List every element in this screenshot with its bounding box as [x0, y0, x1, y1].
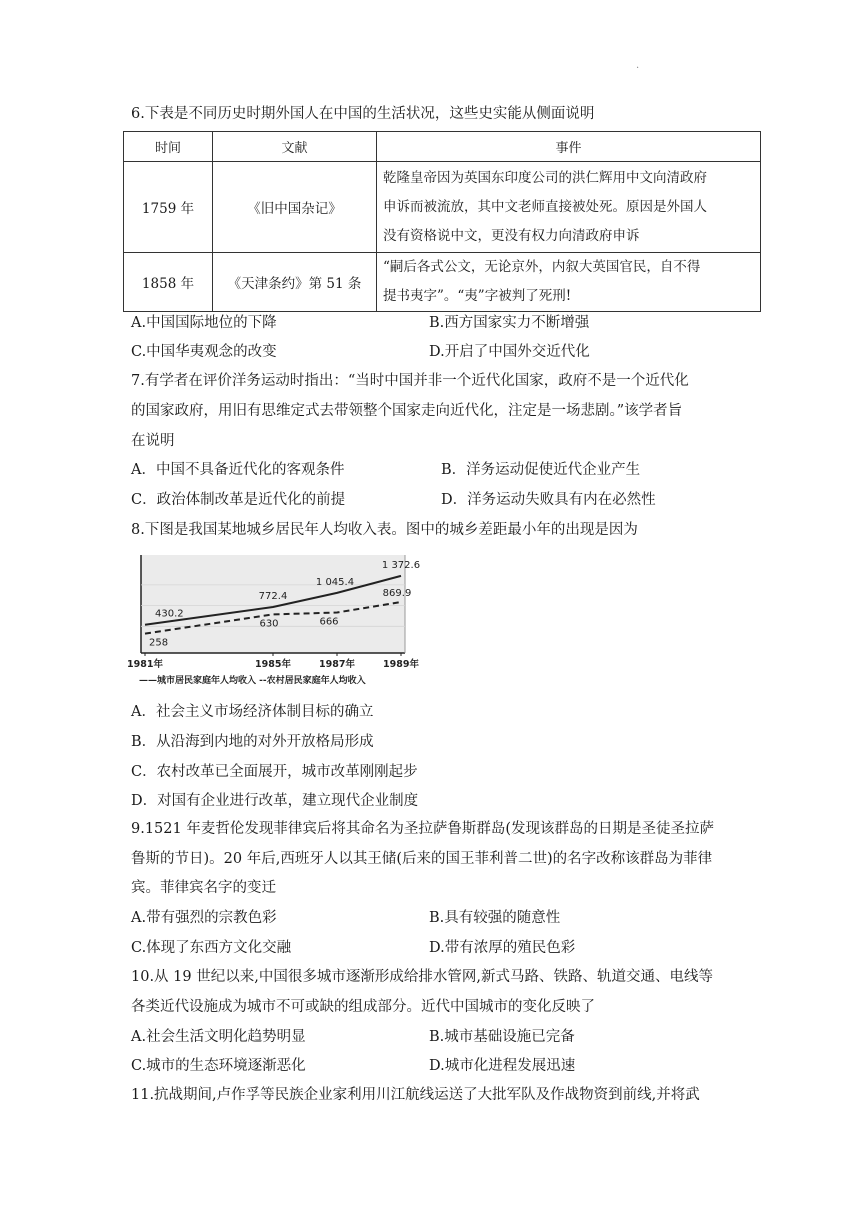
row-event	[377, 162, 761, 253]
income-chart-svg	[127, 549, 423, 691]
q10-option-c[interactable]: C.城市的生态环境逐渐恶化	[131, 1058, 306, 1074]
data-label: 630	[259, 618, 279, 630]
q6-option-b[interactable]: B.西方国家实力不断增强	[429, 315, 590, 331]
q7-option-b[interactable]: B．洋务运动促使近代企业产生	[441, 462, 641, 478]
table-row	[124, 253, 761, 312]
data-label: 869.9	[382, 587, 412, 599]
q6-option-a[interactable]: A.中国国际地位的下降	[131, 315, 277, 331]
data-label: 1 045.4	[315, 576, 355, 588]
data-label: 258	[149, 637, 169, 649]
q9-option-c[interactable]: C.体现了东西方文化交融	[131, 940, 292, 956]
q10-option-b[interactable]: B.城市基础设施已完备	[429, 1029, 575, 1045]
row-event	[377, 253, 761, 312]
q6-option-d[interactable]: D.开启了中国外交近代化	[429, 344, 590, 360]
q7-stem-line: 在说明	[131, 433, 175, 449]
event-line: 乾隆皇帝因为英国东印度公司的洪仁辉用中文向清政府	[383, 169, 707, 186]
plot-area	[141, 555, 405, 653]
q7-stem-line: 7.有学者在评价洋务运动时指出：“当时中国并非一个近代化国家，政府不是一个近代化	[131, 373, 689, 389]
q7-stem-line: 的国家政府，用旧有思维定式去带领整个国家走向近代化，注定是一场悲剧。”该学者旨	[131, 403, 683, 419]
q9-stem-line: 9.1521 年麦哲伦发现菲律宾后将其命名为圣拉萨鲁斯群岛(发现该群岛的日期是圣徒圣拉萨	[131, 821, 714, 837]
event-line: 申诉而被流放，其中文老师直接被处死。原因是外国人	[383, 198, 707, 215]
q7-option-d[interactable]: D．洋务运动失败具有内在必然性	[441, 492, 656, 508]
q6-option-c[interactable]: C.中国华夷观念的改变	[131, 344, 277, 360]
q10-option-d[interactable]: D.城市化进程发展迅速	[429, 1058, 576, 1074]
data-label: 430.2	[155, 608, 184, 620]
header-event: 事件	[377, 132, 761, 162]
row-time: 1858 年	[124, 253, 213, 312]
x-tick-label: 1985年	[255, 659, 291, 670]
income-chart	[127, 549, 423, 695]
row-document: 《天津条约》第 51 条	[213, 253, 377, 312]
q6-stem: 6.下表是不同历史时期外国人在中国的生活状况，这些史实能从侧面说明	[131, 106, 595, 122]
data-label: 666	[319, 616, 339, 628]
q6-table	[123, 131, 761, 312]
q9-stem-line: 宾。菲律宾名字的变迁	[131, 880, 276, 896]
row-time: 1759 年	[124, 162, 213, 253]
q8-option-c[interactable]: C．农村改革已全面展开，城市改革刚刚起步	[131, 764, 418, 780]
event-line: “嗣后各式公文，无论京外，内叙大英国官民，自不得	[383, 259, 701, 275]
q8-stem: 8.下图是我国某地城乡居民年人均收入表。图中的城乡差距最小年的出现是因为	[131, 522, 638, 538]
q8-option-a[interactable]: A．社会主义市场经济体制目标的确立	[131, 704, 374, 720]
event-line: 没有资格说中文，更没有权力向清政府申诉	[383, 227, 640, 244]
header-document: 文献	[213, 132, 377, 162]
header-time: 时间	[124, 132, 213, 162]
q10-stem-line: 各类近代设施成为城市不可或缺的组成部分。近代中国城市的变化反映了	[131, 999, 595, 1015]
row-document: 《旧中国杂记》	[213, 162, 377, 253]
q7-option-c[interactable]: C．政治体制改革是近代化的前提	[131, 492, 346, 508]
q10-stem-line: 10.从 19 世纪以来,中国很多城市逐渐形成给排水管网,新式马路、铁路、轨道交通、电线等	[131, 969, 713, 985]
x-tick-label: 1981年	[127, 659, 163, 670]
event-line: 提书夷字”。“夷”字被判了死刑!	[383, 288, 572, 304]
q9-option-b[interactable]: B.具有较强的随意性	[429, 910, 561, 926]
data-label: 1 372.6	[381, 559, 421, 571]
q9-option-a[interactable]: A.带有强烈的宗教色彩	[131, 910, 277, 926]
page-mark: .	[636, 60, 640, 71]
table-row	[124, 162, 761, 253]
data-label: 772.4	[258, 591, 288, 603]
q10-option-a[interactable]: A.社会生活文明化趋势明显	[131, 1029, 306, 1045]
x-tick-label: 1987年	[319, 659, 355, 670]
q9-stem-line: 鲁斯的节日)。20 年后,西班牙人以其王储(后来的国王菲利普二世)的名字改称该群岛为菲律	[131, 851, 713, 867]
q11-stem-line: 11.抗战期间,卢作孚等民族企业家利用川江航线运送了大批军队及作战物资到前线,并将武	[131, 1087, 700, 1103]
q8-option-b[interactable]: B．从沿海到内地的对外开放格局形成	[131, 734, 374, 750]
q7-option-a[interactable]: A．中国不具备近代化的客观条件	[131, 462, 345, 478]
chart-legend: ——城市居民家庭年人均收入 --农村居民家庭年人均收入	[139, 676, 366, 686]
q8-option-d[interactable]: D．对国有企业进行改革，建立现代企业制度	[131, 793, 419, 809]
q9-option-d[interactable]: D.带有浓厚的殖民色彩	[429, 940, 576, 956]
x-tick-label: 1989年	[383, 659, 419, 670]
